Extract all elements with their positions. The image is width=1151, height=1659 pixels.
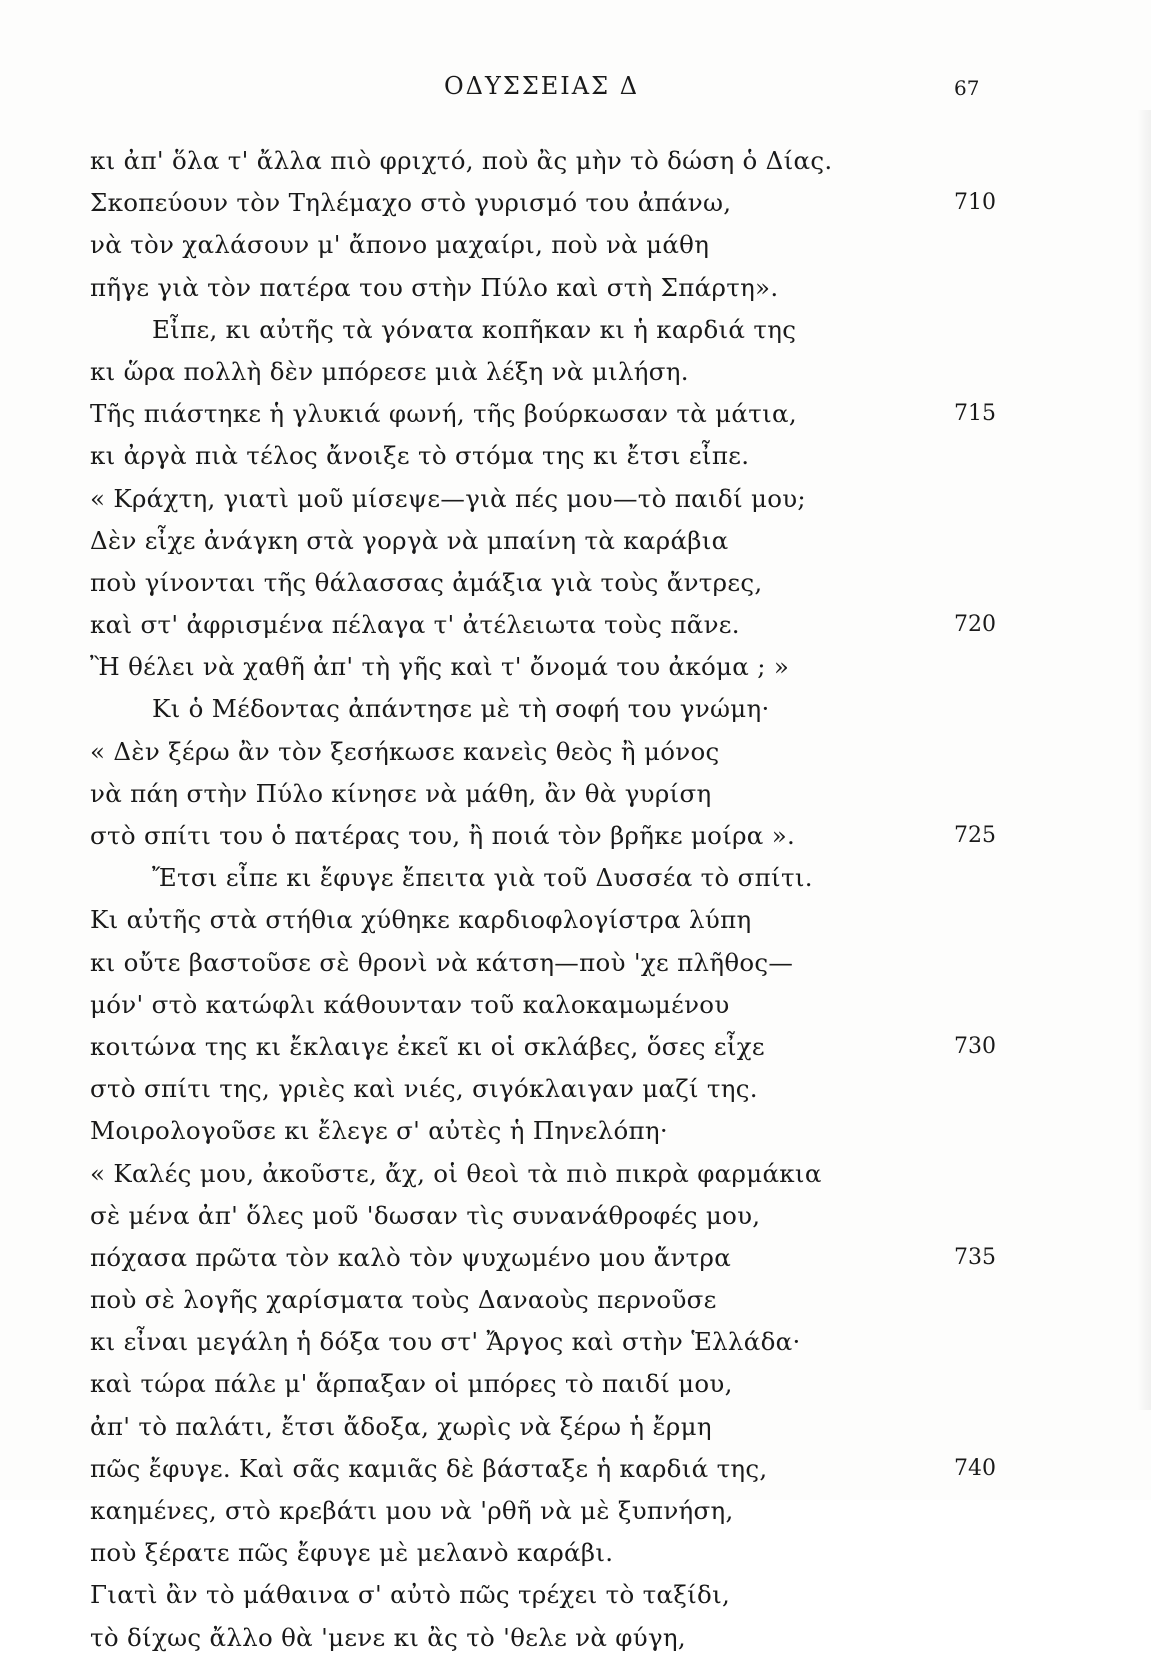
verse-line-text: « Καλές μου, ἀκοῦστε, ἄχ, οἱ θεοὶ τὰ πιὸ πικρὰ φαρμάκια bbox=[90, 1158, 822, 1188]
verse-line-text: κι οὔτε βαστοῦσε σὲ θρονὶ νὰ κάτση—ποὺ 'χε πλῆθος— bbox=[90, 947, 794, 977]
verse-line bbox=[0, 520, 1151, 562]
verse-line-text: ποὺ σὲ λογῆς χαρίσματα τοὺς Δαναοὺς περνοῦσε bbox=[90, 1285, 717, 1315]
verse-line bbox=[0, 267, 1151, 309]
verse-line-text: σὲ μένα ἀπ' ὅλες μοῦ 'δωσαν τὶς συνανάθροφές μου, bbox=[90, 1200, 761, 1230]
verse-line-text: Κι ὁ Μέδοντας ἀπάντησε μὲ τὴ σοφή του γνώμη· bbox=[152, 694, 770, 724]
verse-line-text: στὸ σπίτι του ὁ πατέρας του, ἢ ποιά τὸν βρῆκε μοίρα ». bbox=[90, 821, 796, 850]
verse-line bbox=[0, 224, 1151, 266]
verse-line bbox=[0, 309, 1151, 351]
verse-line-text: κι εἶναι μεγάλη ἡ δόξα του στ' Ἄργος καὶ στὴν Ἑλλάδα· bbox=[90, 1327, 801, 1357]
verse-line bbox=[0, 140, 1151, 182]
facing-page-bleed bbox=[1137, 110, 1151, 1410]
verse-line bbox=[0, 1448, 1151, 1490]
verse-line bbox=[0, 478, 1151, 520]
verse-text bbox=[0, 140, 1151, 1659]
verse-line-text: καὶ στ' ἀφρισμένα πέλαγα τ' ἀτέλειωτα τοὺς πᾶνε. bbox=[90, 610, 740, 640]
verse-line-text: Σκοπεύουν τὸν Τηλέμαχο στὸ γυρισμό του ἀπάνω, bbox=[90, 188, 732, 218]
running-head bbox=[0, 72, 1151, 108]
verse-line-text: Κι αὐτῆς στὰ στήθια χύθηκε καρδιοφλογίστρα λύπη bbox=[90, 905, 752, 935]
verse-line bbox=[0, 393, 1151, 435]
verse-line bbox=[0, 562, 1151, 604]
verse-line-text: μόν' στὸ κατώφλι κάθουνταν τοῦ καλοκαμωμένου bbox=[90, 989, 730, 1019]
verse-line-text: « Κράχτη, γιατὶ μοῦ μίσεψε—γιὰ πές μου—τὸ παιδί μου; bbox=[90, 483, 806, 513]
verse-line-text: ποὺ γίνονται τῆς θάλασσας ἀμάξια γιὰ τοὺς ἄντρες, bbox=[90, 567, 763, 597]
verse-line bbox=[0, 815, 1151, 857]
verse-line bbox=[0, 688, 1151, 730]
page-number: 67 bbox=[954, 76, 980, 100]
verse-line-text: Εἶπε, κι αὐτῆς τὰ γόνατα κοπῆκαν κι ἡ καρδιά της bbox=[152, 314, 797, 344]
verse-line bbox=[0, 1363, 1151, 1405]
verse-line-text: « Δὲν ξέρω ἂν τὸν ξεσήκωσε κανεὶς θεὸς ἢ μόνος bbox=[90, 736, 720, 766]
verse-line bbox=[0, 1490, 1151, 1532]
verse-line-text: καὶ τώρα πάλε μ' ἅρπαξαν οἱ μπόρες τὸ παιδί μου, bbox=[90, 1369, 733, 1399]
line-number: 720 bbox=[954, 612, 996, 638]
verse-line-text: καημένες, στὸ κρεβάτι μου νὰ 'ρθῆ νὰ μὲ ξυπνήση, bbox=[90, 1496, 734, 1525]
running-title: ΟΔΥΣΣΕΙΑΣ Δ bbox=[444, 72, 640, 100]
verse-line bbox=[0, 857, 1151, 899]
verse-line bbox=[0, 1153, 1151, 1195]
verse-line-text: κι ἀργὰ πιὰ τέλος ἄνοιξε τὸ στόμα της κι ἔτσι εἶπε. bbox=[90, 441, 750, 471]
verse-line-text: κι ἀπ' ὅλα τ' ἄλλα πιὸ φριχτό, ποὺ ἂς μὴν τὸ δώση ὁ Δίας. bbox=[90, 146, 833, 175]
verse-line-text: Δὲν εἶχε ἀνάγκη στὰ γοργὰ νὰ μπαίνη τὰ καράβια bbox=[90, 525, 729, 555]
verse-line-text: νὰ τὸν χαλάσουν μ' ἄπονο μαχαίρι, ποὺ νὰ μάθη bbox=[90, 230, 710, 260]
verse-line-text: ἀπ' τὸ παλάτι, ἔτσι ἄδοξα, χωρὶς νὰ ξέρω ἡ ἔρμη bbox=[90, 1411, 712, 1441]
verse-line-text: στὸ σπίτι της, γριὲς καὶ νιές, σιγόκλαιγαν μαζί της. bbox=[90, 1074, 758, 1104]
verse-line bbox=[0, 1279, 1151, 1321]
verse-line-text: Τῆς πιάστηκε ἡ γλυκιά φωνή, τῆς βούρκωσαν τὰ μάτια, bbox=[90, 399, 797, 429]
verse-line bbox=[0, 604, 1151, 646]
verse-line bbox=[0, 1110, 1151, 1152]
verse-line bbox=[0, 435, 1151, 477]
verse-line bbox=[0, 1406, 1151, 1448]
verse-line-text: Γιατὶ ἂν τὸ μάθαινα σ' αὐτὸ πῶς τρέχει τὸ ταξίδι, bbox=[90, 1580, 731, 1610]
verse-line bbox=[0, 1068, 1151, 1110]
verse-line bbox=[0, 1617, 1151, 1659]
verse-line bbox=[0, 942, 1151, 984]
line-number: 715 bbox=[954, 401, 996, 427]
verse-line-text: Μοιρολογοῦσε κι ἔλεγε σ' αὐτὲς ἡ Πηνελόπη· bbox=[90, 1116, 669, 1146]
verse-line bbox=[0, 1026, 1151, 1068]
line-number: 735 bbox=[954, 1244, 996, 1270]
verse-line bbox=[0, 182, 1151, 224]
verse-line-text: κοιτώνα της κι ἔκλαιγε ἐκεῖ κι οἱ σκλάβες, ὅσες εἶχε bbox=[90, 1031, 765, 1061]
verse-line bbox=[0, 1195, 1151, 1237]
verse-line-text: ποὺ ξέρατε πῶς ἔφυγε μὲ μελανὸ καράβι. bbox=[90, 1538, 614, 1568]
verse-line-text: πῶς ἔφυγε. Καὶ σᾶς καμιᾶς δὲ βάσταξε ἡ καρδιά της, bbox=[90, 1453, 768, 1483]
verse-line bbox=[0, 773, 1151, 815]
verse-line-text: πῆγε γιὰ τὸν πατέρα του στὴν Πύλο καὶ στὴ Σπάρτη». bbox=[90, 272, 779, 302]
line-number: 725 bbox=[954, 823, 996, 848]
verse-line bbox=[0, 899, 1151, 941]
verse-line-text: νὰ πάη στὴν Πύλο κίνησε νὰ μάθη, ἂν θὰ γυρίση bbox=[90, 778, 712, 808]
line-number: 710 bbox=[954, 190, 996, 216]
line-number: 740 bbox=[954, 1455, 996, 1481]
verse-line-text: Ἢ θέλει νὰ χαθῆ ἀπ' τὴ γῆς καὶ τ' ὄνομά του ἀκόμα ; » bbox=[90, 652, 790, 682]
verse-line bbox=[0, 984, 1151, 1026]
line-number: 730 bbox=[954, 1033, 996, 1059]
verse-line-text: κι ὥρα πολλὴ δὲν μπόρεσε μιὰ λέξη νὰ μιλήση. bbox=[90, 356, 689, 386]
verse-line bbox=[0, 1574, 1151, 1616]
verse-line bbox=[0, 1321, 1151, 1363]
verse-line-text: Ἔτσι εἶπε κι ἔφυγε ἔπειτα γιὰ τοῦ Δυσσέα τὸ σπίτι. bbox=[152, 863, 813, 893]
verse-line-text: πόχασα πρῶτα τὸν καλὸ τὸν ψυχωμένο μου ἄντρα bbox=[90, 1242, 732, 1272]
verse-line bbox=[0, 351, 1151, 393]
verse-line bbox=[0, 1237, 1151, 1279]
verse-line bbox=[0, 646, 1151, 688]
verse-line bbox=[0, 731, 1151, 773]
verse-line-text: τὸ δίχως ἄλλο θὰ 'μενε κι ἂς τὸ 'θελε νὰ φύγη, bbox=[90, 1622, 686, 1652]
verse-line bbox=[0, 1532, 1151, 1574]
